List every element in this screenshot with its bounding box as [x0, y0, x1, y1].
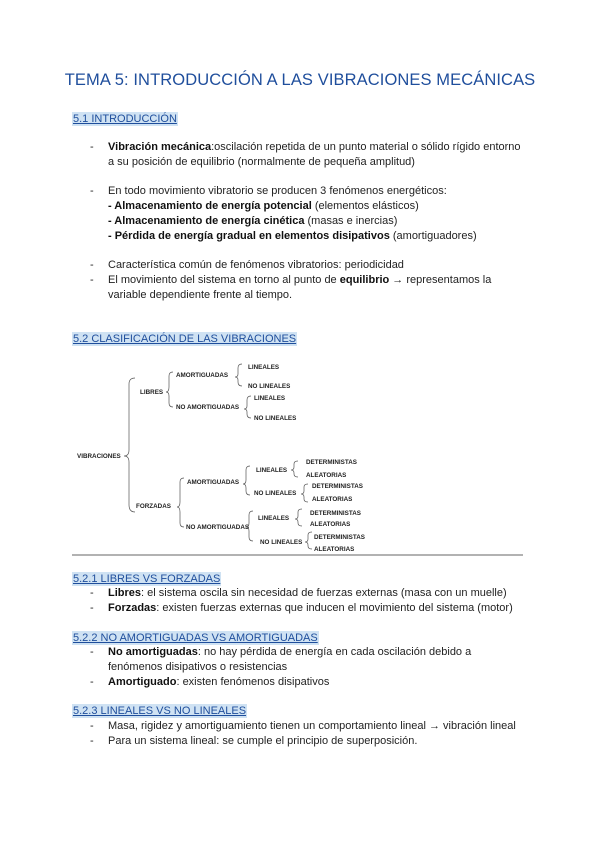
tree-node-no-lineales: NO LINEALES	[260, 539, 303, 546]
tree-node-aleatorias: ALEATORIAS	[310, 521, 351, 528]
section-heading-5-2-2: 5.2.2 NO AMORTIGUADAS VS AMORTIGUADAS	[73, 632, 318, 644]
amortiguado-definition	[108, 675, 329, 690]
bullet-dash: -	[90, 587, 94, 599]
libres-definition	[108, 586, 507, 601]
equilibrium-text-a: El movimiento del sistema en torno al punto de	[108, 274, 340, 286]
tree-node-deterministas: DETERMINISTAS	[312, 483, 363, 490]
tree-node-aleatorias: ALEATORIAS	[314, 546, 355, 553]
tree-node-deterministas: DETERMINISTAS	[310, 510, 361, 517]
tree-bracket-nolin-amort-forzadas	[301, 484, 308, 502]
tree-bracket-noamort-libres	[244, 396, 251, 418]
energy-item-dissipation: - Pérdida de energía gradual en elementos disipativos	[108, 230, 390, 242]
section-heading-5-2-1: 5.2.1 LIBRES VS FORZADAS	[73, 573, 221, 585]
bullet-dash: -	[90, 185, 94, 197]
tree-bracket-amort-forzadas	[243, 466, 250, 495]
tree-node-aleatorias: ALEATORIAS	[306, 472, 347, 479]
equilibrium-text-b: → representamos la	[389, 274, 492, 286]
energy-item-potential-rest: (elementos elásticos)	[311, 200, 419, 212]
tree-bracket-lin-noamort-forzadas	[295, 509, 302, 526]
definition-text-cont: a su posición de equilibrio (normalmente de pequeña amplitud)	[108, 156, 415, 168]
term-equilibrio: equilibrio	[339, 274, 390, 286]
bullet-dash: -	[90, 646, 94, 658]
section-heading-5-2-3: 5.2.3 LINEALES VS NO LINEALES	[73, 705, 247, 717]
tree-bracket-root	[124, 378, 135, 512]
tree-node-lineales: LINEALES	[258, 515, 290, 522]
term-vibracion-mecanica: Vibración mecánica	[108, 141, 212, 153]
no-amortiguadas-text-cont: fenómenos disipativos o resistencias	[108, 661, 288, 673]
bullet-dash: -	[90, 676, 94, 688]
bullet-dash: -	[90, 602, 94, 614]
bullet-dash: -	[90, 141, 94, 153]
tree-node-deterministas: DETERMINISTAS	[314, 534, 365, 541]
libres-text: : el sistema oscila sin necesidad de fuerzas externas (masa con un muelle)	[141, 587, 507, 599]
bullet-dash: -	[90, 274, 94, 286]
tree-node-no-amortiguadas-forzadas: NO AMORTIGUADAS	[186, 524, 250, 531]
tree-bracket-amort-libres	[235, 364, 242, 386]
no-amortiguadas-definition	[108, 645, 538, 675]
term-amortiguado: Amortiguado	[108, 676, 177, 688]
forzadas-text: : existen fuerzas externas que inducen el movimiento del sistema (motor)	[156, 602, 513, 614]
tree-node-lineales: LINEALES	[256, 467, 288, 474]
tree-bracket-libres	[166, 372, 173, 407]
tree-node-amortiguadas-forzadas: AMORTIGUADAS	[187, 479, 240, 486]
energy-item-kinetic: - Almacenamiento de energía cinética	[108, 215, 305, 227]
superposition-note: Para un sistema lineal: se cumple el principio de superposición.	[108, 735, 418, 747]
tree-bracket-lin-amort-forzadas	[291, 461, 298, 477]
tree-node-vibraciones: VIBRACIONES	[77, 453, 121, 460]
tree-node-no-lineales: NO LINEALES	[254, 490, 297, 497]
term-no-amortiguadas: No amortiguadas	[108, 646, 198, 658]
lineal-behavior: Masa, rigidez y amortiguamiento tienen un comportamiento lineal → vibración lineal	[108, 720, 516, 732]
tree-node-deterministas: DETERMINISTAS	[306, 459, 357, 466]
section-heading-5-1: 5.1 INTRODUCCIÓN	[73, 113, 177, 125]
amortiguado-text: : existen fenómenos disipativos	[176, 676, 330, 688]
tree-node-aleatorias: ALEATORIAS	[312, 496, 353, 503]
tree-node-no-lineales: NO LINEALES	[248, 383, 291, 390]
tree-node-no-lineales: NO LINEALES	[254, 415, 297, 422]
no-amortiguadas-text: : no hay pérdida de energía en cada oscilación debido a	[197, 646, 472, 658]
energy-item-kinetic-rest: (masas e inercias)	[304, 215, 398, 227]
term-forzadas: Forzadas	[108, 602, 157, 614]
tree-bracket-nolin-noamort-forzadas	[305, 532, 312, 549]
forzadas-definition	[108, 601, 513, 616]
energy-item-dissipation-rest: (amortiguadores)	[389, 230, 477, 242]
bullet-dash: -	[90, 259, 94, 271]
tree-node-no-amortiguadas-libres: NO AMORTIGUADAS	[176, 404, 240, 411]
term-libres: Libres	[108, 587, 142, 599]
periodicity-note: Característica común de fenómenos vibratorios: periodicidad	[108, 259, 404, 271]
energy-item-potential: - Almacenamiento de energía potencial	[108, 200, 312, 212]
tree-node-libres: LIBRES	[140, 389, 164, 396]
energy-intro: En todo movimiento vibratorio se producen 3 fenómenos energéticos:	[108, 185, 447, 197]
bullet-dash: -	[90, 735, 94, 747]
page-title: TEMA 5: INTRODUCCIÓN A LAS VIBRACIONES MECÁNICAS	[64, 71, 536, 89]
definition-text: :oscilación repetida de un punto material o sólido rígido entorno	[211, 141, 521, 153]
tree-node-lineales: LINEALES	[254, 395, 286, 402]
section-heading-5-2: 5.2 CLASIFICACIÓN DE LAS VIBRACIONES	[73, 333, 297, 345]
bullet-dash: -	[90, 720, 94, 732]
tree-node-lineales: LINEALES	[248, 364, 280, 371]
tree-node-forzadas: FORZADAS	[136, 503, 171, 510]
equilibrium-text-c: variable dependiente frente al tiempo.	[108, 289, 293, 301]
tree-bracket-forzadas	[177, 478, 184, 527]
tree-node-amortiguadas-libres: AMORTIGUADAS	[176, 372, 229, 379]
